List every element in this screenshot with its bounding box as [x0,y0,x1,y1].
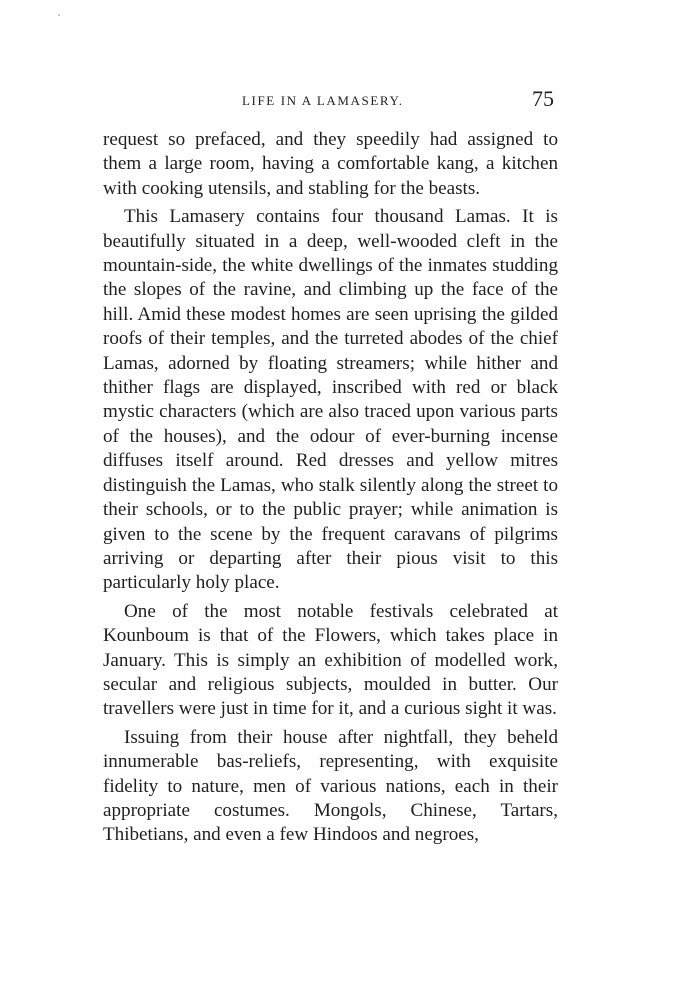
paragraph-bas-reliefs: Issuing from their house after nightfall, they beheld innumerable bas-reliefs, representing, with exquisite fidelity to nature, men of various nations, each in their appropriate costumes. Mongols, Chinese, Tartars, Thibetians, and even a few Hindoos and negroes, [103,726,558,846]
paper-speck [58,14,60,16]
page-number: 75 [532,86,554,111]
paragraph-lamasery-description: This Lamasery contains four thousand Lamas. It is beautifully situated in a deep, well-wooded cleft in the mountain-side, the white dwellings of the inmates studding the slopes of the ravine, and climbing up the face of the hill. Amid these modest homes are seen uprising the gilded roofs of their temples, and the turreted abodes of the chief Lamas, adorned by floating streamers; while hither and thither flags are displayed, inscribed with red or black mystic characters (which are also traced upon various parts of the houses), and the odour of ever-burning incense diffuses itself around. Red dresses and yellow mitres distinguish the Lamas, who stalk silently along the street to their schools, or to the public prayer; while animation is given to the scene by the frequent caravans of pilgrims arriving or departing after their pious visit to this particularly holy place. [103,206,558,594]
body-text [103,128,558,852]
paragraph-festival-of-flowers: One of the most notable festivals celebrated at Kounboum is that of the Flowers, which takes place in January. This is simply an exhibition of modelled work, secular and religious subjects, moulded in butter. Our travellers were just in time for it, and a curious sight it was. [103,600,558,720]
running-title: LIFE IN A LAMASERY. [242,93,404,108]
paragraph-continued: request so prefaced, and they speedily had assigned to them a large room, having a comfortable kang, a kitchen with cooking utensils, and stabling for the beasts. [103,129,558,199]
running-head [0,86,684,116]
